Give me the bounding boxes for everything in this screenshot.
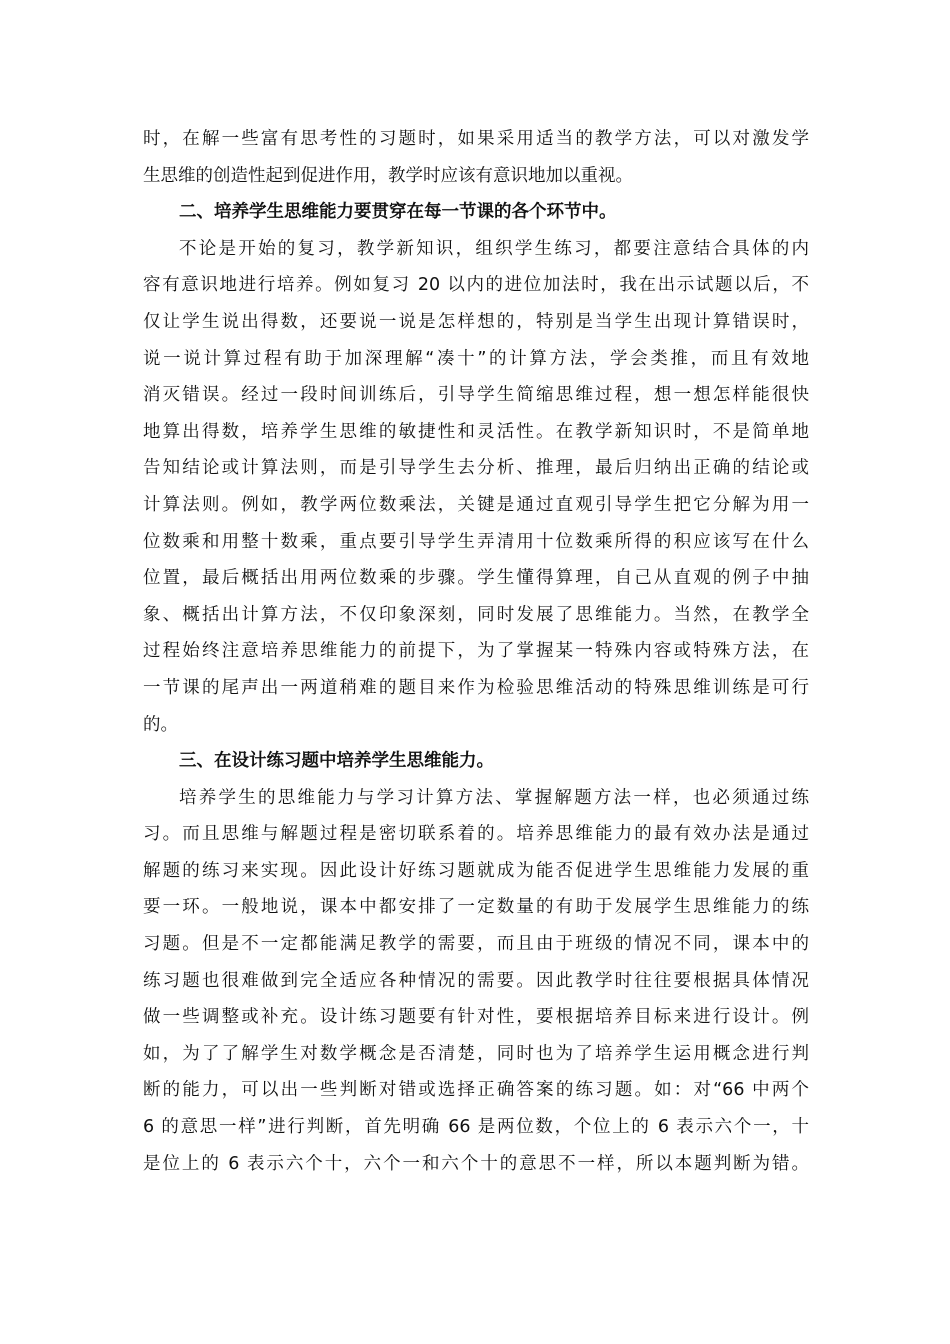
paragraph-line: 6 的意思一样”进行判断，首先明确 66 是两位数，个位上的 6 表示六个一，十 xyxy=(143,1117,809,1138)
paragraph-line: 一节课的尾声出一两道稍难的题目来作为检验思维活动的特殊思维训练是可行 xyxy=(143,677,809,698)
paragraph-line: 断的能力，可以出一些判断对错或选择正确答案的练习题。如：对“66 中两个 xyxy=(143,1080,809,1101)
paragraph-line: 练习题也很难做到完全适应各种情况的需要。因此教学时往往要根据具体情况 xyxy=(143,970,809,991)
section-heading: 二、培养学生思维能力要贯穿在每一节课的各个环节中。 xyxy=(179,202,617,223)
paragraph-line: 的。 xyxy=(143,714,178,735)
paragraph-line: 消灭错误。经过一段时间训练后，引导学生简缩思维过程，想一想怎样能很快 xyxy=(143,385,809,406)
document-body xyxy=(143,121,809,1182)
paragraph-line: 习。而且思维与解题过程是密切联系着的。培养思维能力的最有效办法是通过 xyxy=(143,824,809,845)
paragraph-line: 不论是开始的复习，教学新知识，组织学生练习，都要注意结合具体的内 xyxy=(179,238,809,259)
paragraph-line: 要一环。一般地说，课本中都安排了一定数量的有助于发展学生思维能力的练 xyxy=(143,897,809,918)
paragraph-line: 位置，最后概括出用两位数乘的步骤。学生懂得算理，自己从直观的例子中抽 xyxy=(143,568,809,589)
paragraph-line: 容有意识地进行培养。例如复习 20 以内的进位加法时，我在出示试题以后，不 xyxy=(143,275,809,296)
paragraph-line: 习题。但是不一定都能满足教学的需要，而且由于班级的情况不同，课本中的 xyxy=(143,934,809,955)
paragraph-line: 地算出得数，培养学生思维的敏捷性和灵活性。在教学新知识时，不是简单地 xyxy=(143,421,809,442)
paragraph-line: 如，为了了解学生对数学概念是否清楚，同时也为了培养学生运用概念进行判 xyxy=(143,1043,809,1064)
paragraph-line: 是位上的 6 表示六个十，六个一和六个十的意思不一样，所以本题判断为错。 xyxy=(143,1153,809,1174)
paragraph-line: 时，在解一些富有思考性的习题时，如果采用适当的教学方法，可以对激发学 xyxy=(143,129,809,149)
paragraph-line: 生思维的创造性起到促进作用，教学时应该有意识地加以重视。 xyxy=(143,165,633,186)
paragraph-line: 仅让学生说出得数，还要说一说是怎样想的，特别是当学生出现计算错误时， xyxy=(143,311,809,332)
paragraph-line: 培养学生的思维能力与学习计算方法、掌握解题方法一样，也必须通过练 xyxy=(179,787,809,808)
paragraph-line: 计算法则。例如，教学两位数乘法，关键是通过直观引导学生把它分解为用一 xyxy=(143,494,809,515)
paragraph-line: 告知结论或计算法则，而是引导学生去分析、推理，最后归纳出正确的结论或 xyxy=(143,458,809,479)
paragraph-line: 象、概括出计算方法，不仅印象深刻，同时发展了思维能力。当然，在教学全 xyxy=(143,604,809,625)
section-heading: 三、在设计练习题中培养学生思维能力。 xyxy=(179,751,494,772)
paragraph-line: 说一说计算过程有助于加深理解“凑十”的计算方法，学会类推，而且有效地 xyxy=(143,348,809,369)
paragraph-line: 过程始终注意培养思维能力的前提下，为了掌握某一特殊内容或特殊方法，在 xyxy=(143,641,809,662)
paragraph-line: 做一些调整或补充。设计练习题要有针对性，要根据培养目标来进行设计。例 xyxy=(143,1007,809,1028)
paragraph-line: 解题的练习来实现。因此设计好练习题就成为能否促进学生思维能力发展的重 xyxy=(143,860,809,881)
paragraph-line: 位数乘和用整十数乘，重点要引导学生弄清用十位数乘所得的积应该写在什么 xyxy=(143,531,809,552)
